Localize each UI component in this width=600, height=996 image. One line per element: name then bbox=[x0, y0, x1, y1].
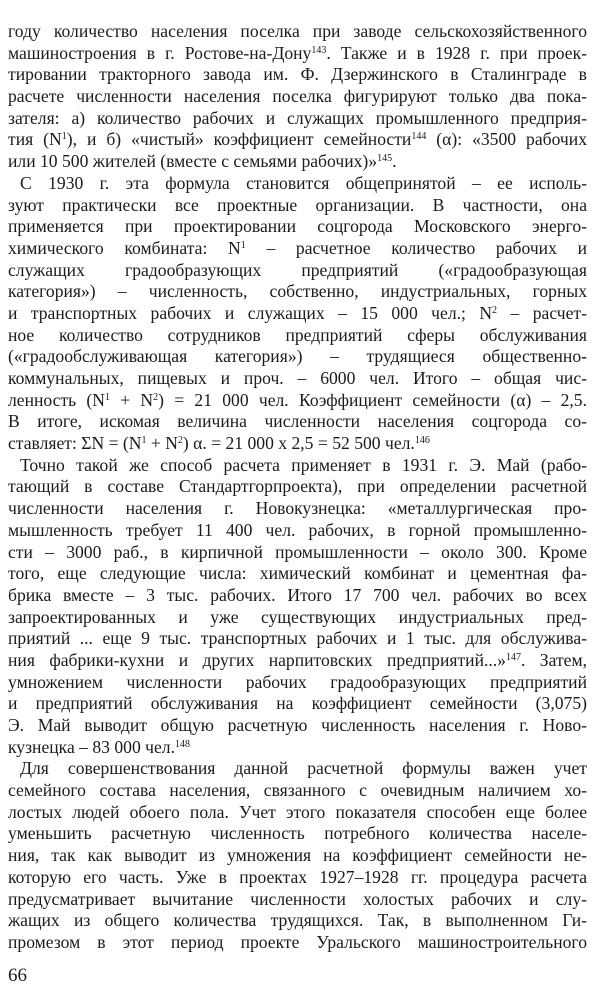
text-line bbox=[8, 867, 587, 889]
page-number: 66 bbox=[8, 965, 27, 986]
text-line bbox=[8, 455, 587, 477]
footnote-ref: 144 bbox=[411, 131, 427, 143]
text-run: Э. Май выводит общую расчетную численность населения г. Ново- bbox=[8, 715, 587, 735]
text-run: приятий ... еще 9 тыс. транспортных рабочих и 1 тыс. для обслужива- bbox=[8, 628, 587, 649]
text-run: и предприятий обслуживания на коэффициент семейности (3,075) bbox=[8, 693, 587, 714]
text-line bbox=[8, 737, 587, 759]
text-run: . Также и в 1928 г. при проек- bbox=[326, 42, 587, 63]
text-run: ния, так как выводит из умножения на коэффициент семейности не- bbox=[8, 845, 587, 866]
text-line bbox=[8, 563, 587, 585]
text-run: применяется при проектировании соцгорода Московского энерго- bbox=[8, 216, 587, 237]
footnote-ref: 148 bbox=[175, 738, 190, 750]
text-line bbox=[8, 476, 587, 498]
text-line bbox=[8, 932, 587, 954]
text-line bbox=[8, 173, 587, 195]
text-line bbox=[8, 21, 587, 43]
footnote-ref: 143 bbox=[311, 44, 327, 56]
text-run: или 10 500 жителей (вместе с семьями рабочих)» bbox=[8, 151, 378, 172]
text-run: предусматривает вычитание численности холостых рабочих и слу- bbox=[8, 888, 587, 909]
text-run: кузнецка – 83 000 чел. bbox=[8, 736, 175, 757]
text-run: – расчетное количество рабочих и bbox=[245, 237, 587, 258]
text-line bbox=[8, 607, 587, 629]
text-line bbox=[8, 411, 587, 433]
text-run: + N bbox=[110, 389, 154, 410]
text-run: машиностроения в г. Ростове-на-Дону bbox=[8, 42, 312, 63]
text-run: того, еще следующие числа: химический комбинат и цементная фа- bbox=[8, 563, 587, 584]
text-run: Для совершенствования данной расчетной формулы важен учет bbox=[20, 758, 587, 779]
text-line bbox=[8, 693, 587, 715]
page-body-text bbox=[8, 21, 587, 954]
text-run: коммунальных, пищевых и проч. – 6000 чел. Итого – общая чис- bbox=[8, 368, 587, 388]
text-line bbox=[8, 390, 587, 412]
text-run: ния фабрики-кухни и других нарпитовских предприятий...» bbox=[8, 649, 506, 670]
text-run: расчете численности населения поселка фигурируют только два пока- bbox=[8, 86, 587, 107]
text-line bbox=[8, 346, 587, 368]
text-run: категория») – численность, собственно, индустриальных, горных bbox=[8, 281, 587, 302]
text-line bbox=[8, 281, 587, 303]
text-run: семейного состава населения, связанного с очевидным наличием хо- bbox=[8, 780, 587, 801]
text-run: умножением численности рабочих градообразующих предприятий bbox=[8, 671, 587, 692]
footnote-ref: 1 bbox=[61, 131, 67, 143]
footnote-ref: 1 bbox=[141, 435, 147, 447]
text-run: мышленность требует 11 400 чел. рабочих, в горной промышленно- bbox=[8, 519, 587, 540]
text-line bbox=[8, 433, 587, 455]
text-run: ставляет: ΣN = (N bbox=[8, 433, 142, 454]
text-line bbox=[8, 195, 587, 217]
text-run: («градообслуживающая категория») – трудящиеся общественно- bbox=[8, 346, 587, 367]
text-line bbox=[8, 151, 587, 173]
text-line bbox=[8, 628, 587, 650]
text-line bbox=[8, 108, 587, 130]
text-run: лостых людей обоего пола. Учет этого показателя способен еще более bbox=[8, 801, 587, 822]
text-line bbox=[8, 498, 587, 520]
footnote-ref: 1 bbox=[105, 391, 110, 403]
text-run: (α): «3500 рабочих bbox=[426, 129, 587, 150]
footnote-ref: 2 bbox=[492, 304, 498, 316]
text-line bbox=[8, 910, 587, 932]
text-line bbox=[8, 780, 587, 802]
text-line bbox=[8, 368, 587, 390]
text-line bbox=[8, 216, 587, 238]
text-run: тировании тракторного завода им. Ф. Дзержинского в Сталинграде в bbox=[8, 64, 587, 85]
text-run: численности населения г. Новокузнецка: «металлургическая про- bbox=[8, 498, 587, 519]
text-run: химического комбината: N bbox=[8, 237, 241, 258]
text-line bbox=[8, 129, 587, 151]
footnote-ref: 2 bbox=[177, 435, 183, 447]
text-run: . Затем, bbox=[520, 649, 587, 670]
text-line bbox=[8, 238, 587, 260]
text-line bbox=[8, 325, 587, 347]
text-run: С 1930 г. эта формула становится общепринятой – ее исполь- bbox=[20, 172, 587, 193]
text-line bbox=[8, 64, 587, 86]
text-run: зуют практически все проектные организации. В частности, она bbox=[8, 194, 587, 215]
text-run: + N bbox=[146, 433, 178, 454]
text-line bbox=[8, 802, 587, 824]
text-run: году количество населения поселка при заводе сельскохозяйственного bbox=[8, 21, 587, 41]
text-run: тающий в составе Стандартгорпроекта), при определении расчетной bbox=[8, 476, 587, 497]
text-run: жащих из общего количества трудящихся. Так, в выполненном Ги- bbox=[8, 910, 587, 931]
text-line bbox=[8, 43, 587, 65]
text-run: зателя: а) количество рабочих и служащих промышленного предприя- bbox=[8, 107, 587, 128]
text-line bbox=[8, 715, 587, 737]
text-run: ное количество сотрудников предприятий сферы обслуживания bbox=[8, 324, 587, 345]
text-line bbox=[8, 520, 587, 542]
text-line bbox=[8, 823, 587, 845]
text-line bbox=[8, 303, 587, 325]
text-run: запроектированных и уже существующих индустриальных пред- bbox=[8, 606, 587, 627]
text-run: Точно такой же способ расчета применяет в 1931 г. Э. Май (рабо- bbox=[20, 454, 587, 475]
text-run: которую его часть. Уже в проектах 1927–1928 гг. процедура расчета bbox=[8, 866, 587, 887]
text-run: сти – 3000 раб., в кирпичной промышленности – около 300. Кроме bbox=[8, 541, 587, 562]
text-line bbox=[8, 585, 587, 607]
footnote-ref: 1 bbox=[240, 239, 246, 251]
text-run: В итоге, искомая величина численности населения соцгорода со- bbox=[8, 411, 587, 432]
text-run: промезом в этот период проекте Уральского машиностроительного bbox=[8, 931, 587, 952]
text-run: ) = 21 000 чел. Коэффициент семейности (α) – 2,5. bbox=[158, 389, 587, 410]
text-line bbox=[8, 542, 587, 564]
text-line bbox=[8, 672, 587, 694]
text-line bbox=[8, 845, 587, 867]
text-run: ) α. = 21 000 x 2,5 = 52 500 чел. bbox=[182, 433, 415, 454]
text-run: брика вместе – 3 тыс. рабочих. Итого 17 700 чел. рабочих во всех bbox=[8, 584, 587, 605]
text-line bbox=[8, 260, 587, 282]
text-run: служащих градообразующих предприятий («градообразующая bbox=[8, 259, 587, 280]
text-run: . bbox=[392, 151, 397, 172]
text-line bbox=[8, 86, 587, 108]
text-run: тия (N bbox=[8, 129, 62, 150]
text-run: и транспортных рабочих и служащих – 15 000 чел.; N bbox=[8, 302, 493, 323]
footnote-ref: 147 bbox=[505, 651, 521, 663]
text-line bbox=[8, 889, 587, 911]
text-run: ленность (N bbox=[8, 389, 105, 410]
footnote-ref: 2 bbox=[153, 391, 159, 403]
text-line bbox=[8, 650, 587, 672]
footnote-ref: 145 bbox=[377, 153, 393, 165]
footnote-ref: 146 bbox=[414, 435, 430, 447]
text-run: – расчет- bbox=[497, 302, 587, 323]
text-run: уменьшить расчетную численность потребного количества населе- bbox=[8, 823, 587, 844]
text-run: ), и б) «чистый» коэффициент семейности bbox=[66, 129, 412, 150]
text-line bbox=[8, 758, 587, 780]
